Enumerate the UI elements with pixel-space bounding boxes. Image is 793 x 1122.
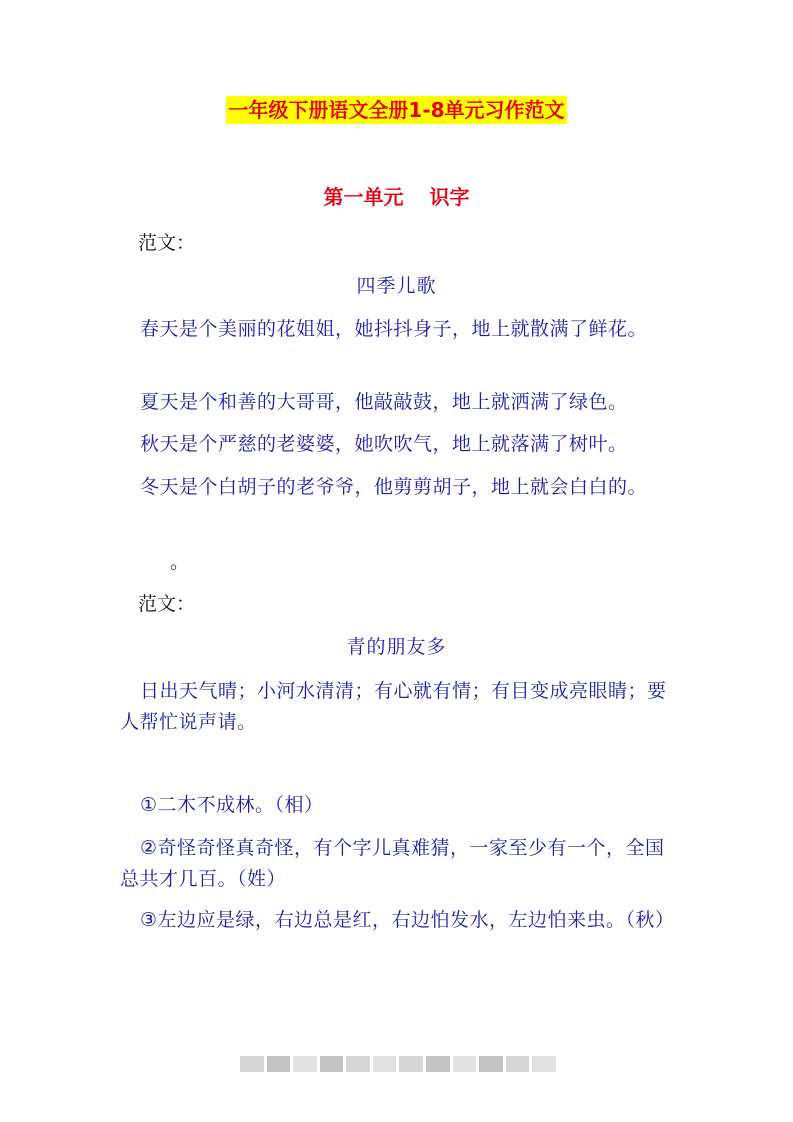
document-title-text: 一年级下册语文全册1-8单元习作范文: [228, 98, 565, 122]
unit-title: [0, 183, 793, 211]
footer-watermark: [240, 1056, 556, 1072]
paragraph: 春天是个美丽的花姐姐，她抖抖身子，地上就散满了鲜花。: [140, 318, 648, 340]
unit-title-number: 第一单元: [323, 185, 404, 209]
poem-title: 四季儿歌: [356, 275, 437, 297]
model-essay-label: 范文：: [138, 593, 196, 615]
paragraph: 冬天是个白胡子的老爷爷，他剪剪胡子，地上就会白白的。: [140, 476, 648, 498]
paragraph: 日出天气晴；小河水清清；有心就有情；有目变成亮眼睛；要人帮忙说声请。: [120, 680, 667, 733]
riddle-item: ③左边应是绿，右边总是红，右边怕发水，左边怕来虫。（秋）: [140, 909, 675, 931]
riddle-item: ②奇怪奇怪真奇怪，有个字儿真难猜，一家至少有一个，全国总共才几百。（姓）: [120, 837, 665, 890]
document-title: [0, 96, 793, 124]
unit-title-topic: 识字: [429, 185, 470, 209]
paragraph: 夏天是个和善的大哥哥，他敲敲鼓，地上就洒满了绿色。: [140, 391, 628, 413]
paragraph: 秋天是个严慈的老婆婆，她吹吹气，地上就落满了树叶。: [140, 433, 628, 455]
riddle-item: ①二木不成林。（相）: [140, 794, 324, 816]
model-essay-label: 范文：: [138, 232, 196, 254]
poem-title: 青的朋友多: [346, 636, 447, 658]
separator-mark: 。: [170, 551, 190, 573]
